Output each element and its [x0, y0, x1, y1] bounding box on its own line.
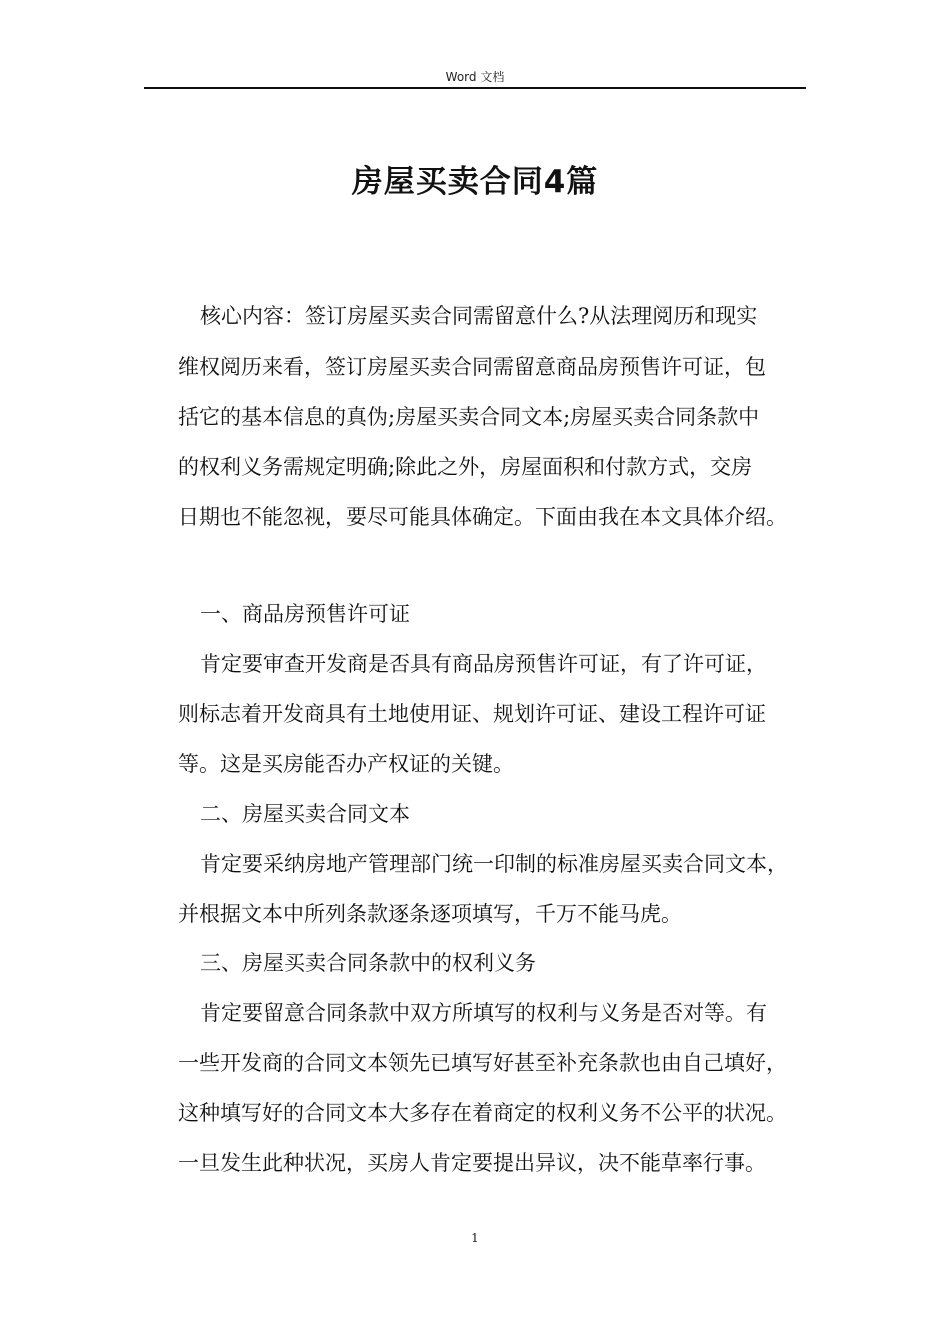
body-line: 一些开发商的合同文本领先已填写好甚至补充条款也由自己填好， [178, 1051, 787, 1075]
body-line: 的权利义务需规定明确;除此之外，房屋面积和付款方式，交房 [178, 455, 753, 479]
body-line: 维权阅历来看，签订房屋买卖合同需留意商品房预售许可证，包 [178, 355, 766, 379]
body-line: 等。这是买房能否办产权证的关键。 [178, 752, 514, 776]
body-line: 则标志着开发商具有土地使用证、规划许可证、建设工程许可证 [178, 702, 766, 726]
body-line: 肯定要采纳房地产管理部门统一印制的标准房屋买卖合同文本， [200, 852, 788, 876]
body-line: 肯定要留意合同条款中双方所填写的权利与义务是否对等。有 [200, 1001, 767, 1025]
header-label: Word 文档 [445, 70, 505, 84]
header-divider [144, 87, 806, 89]
section-heading: 三、房屋买卖合同条款中的权利义务 [200, 951, 536, 975]
document-title: 房屋买卖合同4篇 [351, 164, 599, 200]
body-line: 核心内容：签订房屋买卖合同需留意什么?从法理阅历和现实 [200, 304, 758, 328]
body-line: 括它的基本信息的真伪;房屋买卖合同文本;房屋买卖合同条款中 [178, 405, 760, 429]
body-line: 一旦发生此种状况，买房人肯定要提出异议，决不能草率行事。 [178, 1151, 766, 1175]
body-line: 日期也不能忽视，要尽可能具体确定。下面由我在本文具体介绍。 [178, 505, 787, 529]
body-line: 肯定要审查开发商是否具有商品房预售许可证，有了许可证， [200, 652, 767, 676]
section-heading: 一、商品房预售许可证 [200, 602, 410, 626]
section-heading: 二、房屋买卖合同文本 [200, 802, 410, 826]
body-line: 并根据文本中所列条款逐条逐项填写，千万不能马虎。 [178, 902, 682, 926]
body-line: 这种填写好的合同文本大多存在着商定的权利义务不公平的状况。 [178, 1101, 787, 1125]
page-number: 1 [471, 1231, 479, 1245]
